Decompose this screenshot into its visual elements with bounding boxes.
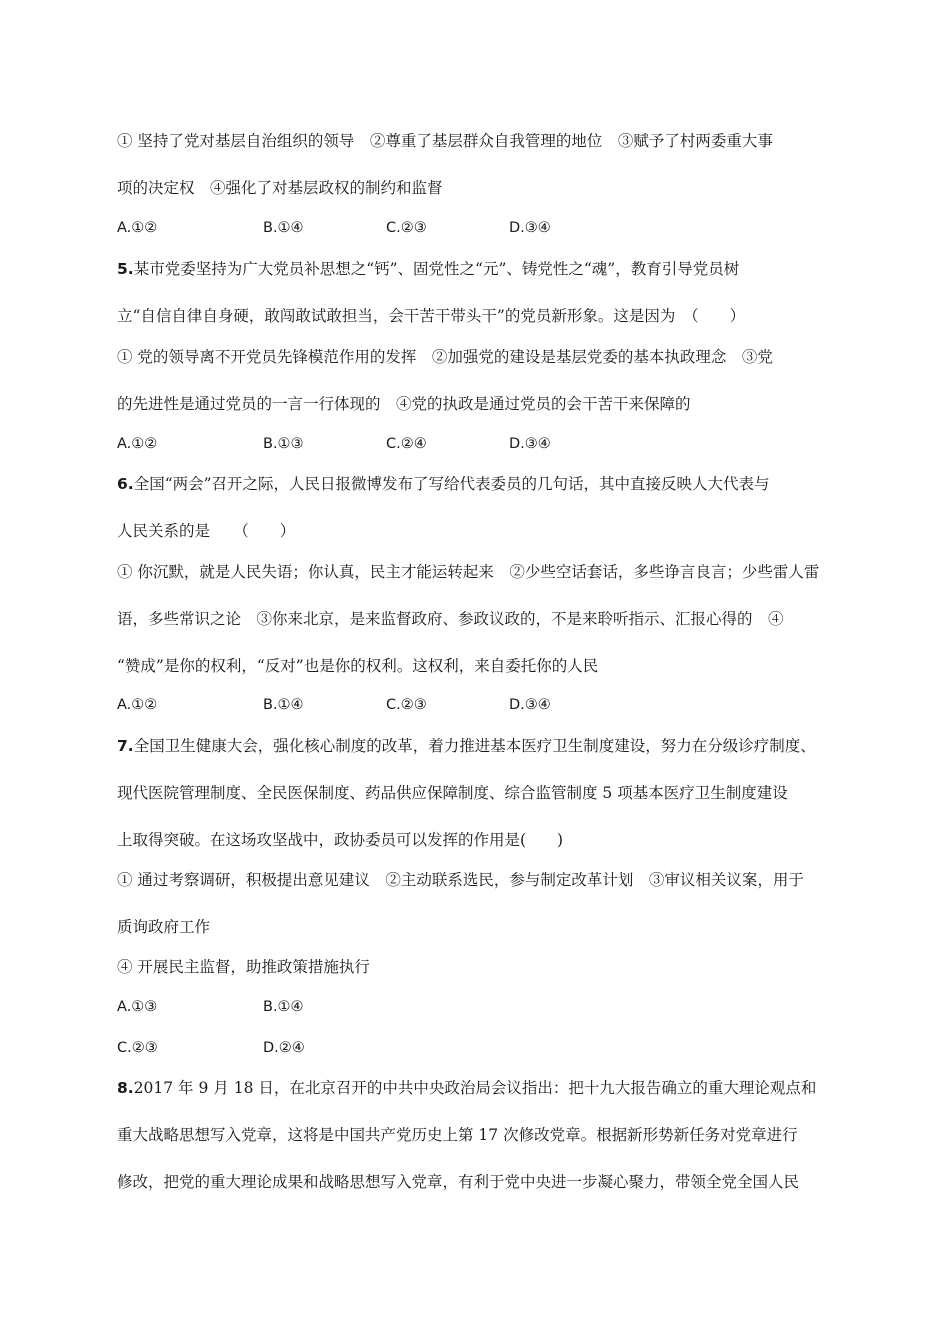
q5-number: 5. bbox=[117, 260, 134, 278]
q8-stem-line-2: 重大战略思想写入党章，这将是中国共产党历史上第 17 次修改党章。根据新形势新任务对党章进行 bbox=[117, 1126, 798, 1144]
q7-statements-line-2: 质询政府工作 bbox=[117, 918, 211, 936]
q8-number: 8. bbox=[117, 1079, 134, 1097]
q6-statements-line-2: 语，多些常识之论 ③你来北京，是来监督政府、参政议政的，不是来聆听指示、汇报心得的 ④ bbox=[117, 610, 784, 628]
q6-number: 6. bbox=[117, 475, 134, 493]
q7-stem-line-3: 上取得突破。在这场攻坚战中，政协委员可以发挥的作用是( ) bbox=[117, 831, 564, 849]
q8-stem-line-1 bbox=[117, 1077, 816, 1099]
q7-statements-line-1: ① 通过考察调研，积极提出意见建议 ②主动联系选民，参与制定改革计划 ③审议相关议案，用于 bbox=[117, 871, 804, 889]
q5-stem-text: 某市党委坚持为广大党员补思想之“钙”、固党性之“元”、铸党性之“魂”，教育引导党员树 bbox=[133, 260, 740, 278]
q6-stem-text: 全国“两会”召开之际，人民日报微博发布了写给代表委员的几句话，其中直接反映人大代表与 bbox=[133, 475, 770, 493]
q7-option-b[interactable]: B.①④ bbox=[263, 999, 304, 1015]
q6-option-a[interactable]: A.①② bbox=[117, 697, 158, 713]
q6-option-b[interactable]: B.①④ bbox=[263, 697, 304, 713]
q6-stem-line-2: 人民关系的是 （ ） bbox=[117, 522, 296, 540]
q8-stem-line-3: 修改，把党的重大理论成果和战略思想写入党章，有利于党中央进一步凝心聚力，带领全党全国人民 bbox=[117, 1173, 800, 1191]
q6-stem-line-1 bbox=[117, 473, 770, 495]
q7-stem-text: 全国卫生健康大会，强化核心制度的改革，着力推进基本医疗卫生制度建设，努力在分级诊疗制度、 bbox=[133, 737, 816, 755]
q6-option-c[interactable]: C.②③ bbox=[386, 697, 427, 713]
q5-stem-line-1 bbox=[117, 258, 739, 280]
q7-stem-line-2: 现代医院管理制度、全民医保制度、药品供应保障制度、综合监管制度 5 项基本医疗卫生制度建设 bbox=[117, 784, 788, 802]
q6-statements-line-1: ① 你沉默，就是人民失语；你认真，民主才能运转起来 ②少些空话套话，多些诤言良言；少些雷人雷 bbox=[117, 563, 820, 581]
q5-option-c[interactable]: C.②④ bbox=[386, 436, 427, 452]
q7-option-d[interactable]: D.②④ bbox=[263, 1040, 305, 1056]
q4-statements-line-2: 项的决定权 ④强化了对基层政权的制约和监督 bbox=[117, 179, 443, 197]
q4-option-d[interactable]: D.③④ bbox=[509, 220, 551, 236]
q7-option-a[interactable]: A.①③ bbox=[117, 999, 158, 1015]
q5-option-d[interactable]: D.③④ bbox=[509, 436, 551, 452]
q5-option-b[interactable]: B.①③ bbox=[263, 436, 304, 452]
q5-stem-line-2: 立“自信自律自身硬，敢闯敢试敢担当，会干苦干带头干”的党员新形象。这是因为 （ ） bbox=[117, 307, 746, 325]
q7-option-c[interactable]: C.②③ bbox=[117, 1040, 158, 1056]
q5-option-a[interactable]: A.①② bbox=[117, 436, 158, 452]
q7-stem-line-1 bbox=[117, 735, 816, 757]
q4-option-b[interactable]: B.①④ bbox=[263, 220, 304, 236]
q4-option-a[interactable]: A.①② bbox=[117, 220, 158, 236]
q4-option-c[interactable]: C.②③ bbox=[386, 220, 427, 236]
q7-statements-line-3: ④ 开展民主监督，助推政策措施执行 bbox=[117, 958, 370, 976]
q4-statements-line-1: ① 坚持了党对基层自治组织的领导 ②尊重了基层群众自我管理的地位 ③赋予了村两委重大事 bbox=[117, 132, 773, 150]
q7-number: 7. bbox=[117, 737, 134, 755]
q5-statements-line-1: ① 党的领导离不开党员先锋模范作用的发挥 ②加强党的建设是基层党委的基本执政理念 ③党 bbox=[117, 348, 773, 366]
q6-option-d[interactable]: D.③④ bbox=[509, 697, 551, 713]
q6-statements-line-3: “赞成”是你的权利，“反对”也是你的权利。这权利，来自委托你的人民 bbox=[117, 657, 599, 675]
q8-stem-text: 2017 年 9 月 18 日，在北京召开的中共中央政治局会议指出：把十九大报告确立的重大理论观点和 bbox=[133, 1079, 817, 1097]
q5-statements-line-2: 的先进性是通过党员的一言一行体现的 ④党的执政是通过党员的会干苦干来保障的 bbox=[117, 395, 691, 413]
